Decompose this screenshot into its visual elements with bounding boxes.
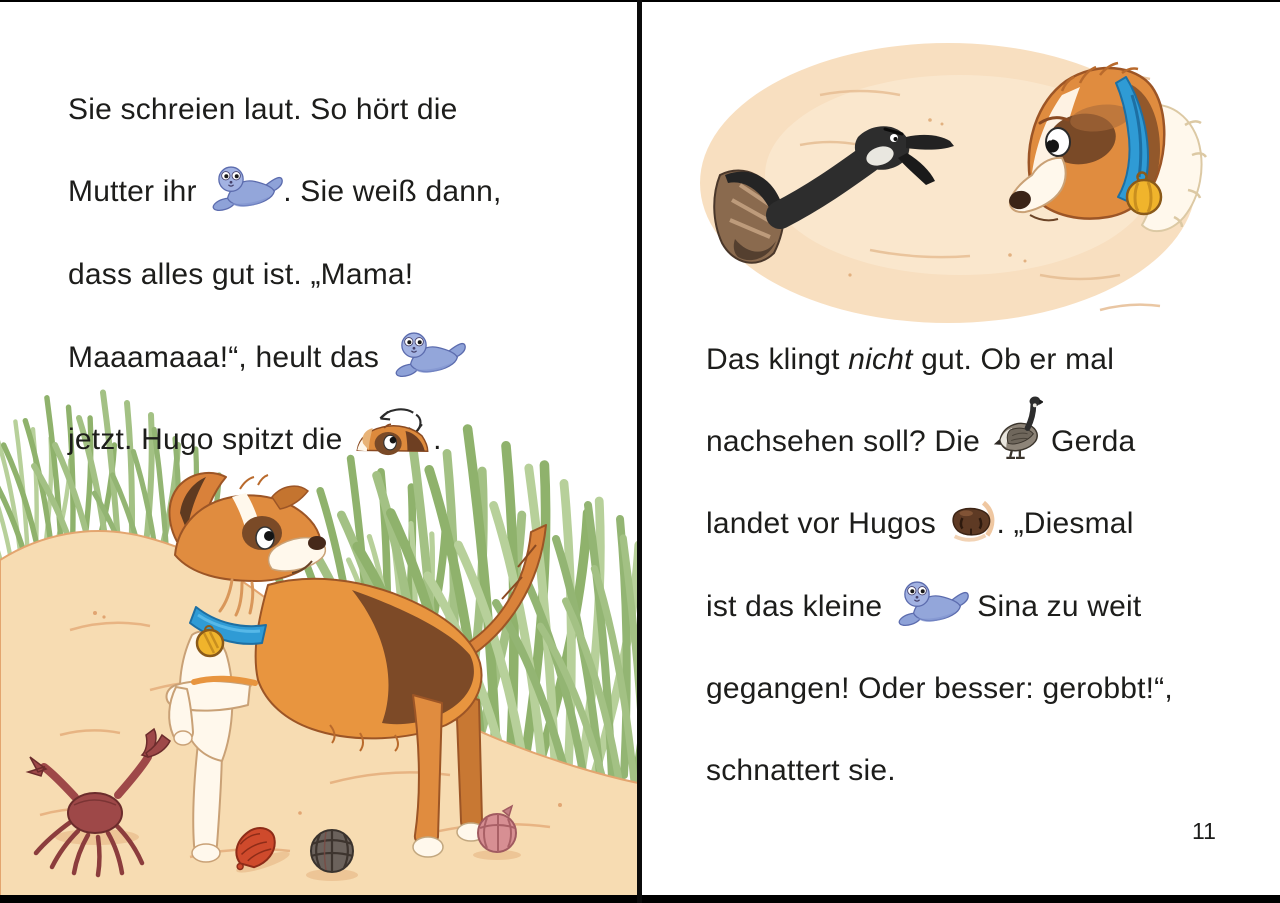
- left-text-line-4: [68, 336, 466, 380]
- text-segment: nachsehen soll? Die: [706, 425, 989, 458]
- text-segment: schnattert sie.: [706, 754, 896, 787]
- text-segment: dass alles gut ist. „Mama!: [68, 258, 414, 291]
- right-text-line-3: [706, 502, 1134, 546]
- text-segment: Das klingt: [706, 343, 849, 376]
- right-text-line-6: [706, 749, 896, 793]
- text-segment: gegangen! Oder besser: gerobbt!“,: [706, 672, 1173, 705]
- text-segment: Gerda: [1042, 425, 1136, 458]
- left-text-line-2: [68, 170, 502, 214]
- text-segment: ist das kleine: [706, 590, 891, 623]
- text-segment: jetzt. Hugo spitzt die: [68, 423, 352, 456]
- left-text-line-5: [68, 418, 442, 462]
- seal-pup-icon: [205, 160, 283, 214]
- goose-dog-illustration: [680, 25, 1250, 335]
- text-segment: . Sie weiß dann,: [283, 175, 502, 208]
- seal-pup-icon: [891, 575, 969, 629]
- text-segment: . „Diesmal: [996, 507, 1134, 540]
- right-text-line-2: [706, 420, 1135, 464]
- right-text-line-4: [706, 585, 1141, 629]
- text-segment: .: [433, 423, 442, 456]
- page-number: 11: [1192, 818, 1216, 844]
- seal-pup-icon: [388, 326, 466, 380]
- right-text-line-5: [706, 667, 1173, 711]
- page-divider: [637, 0, 642, 903]
- text-segment: Mutter ihr: [68, 175, 206, 208]
- beach-scene-illustration: [0, 385, 638, 903]
- text-segment: Sina zu weit: [968, 590, 1142, 623]
- text-segment: Maaamaaa!“, heult das: [68, 341, 388, 374]
- left-text-line-3: [68, 253, 413, 297]
- text-segment: Sie schreien laut. So hört die: [68, 93, 458, 126]
- text-segment: gut. Ob er mal: [912, 343, 1115, 376]
- goose-icon: [989, 393, 1043, 463]
- text-segment: landet vor Hugos: [706, 507, 945, 540]
- right-text-line-1: [706, 338, 1114, 382]
- dog-nose-icon: [945, 497, 997, 543]
- text-segment-italic: nicht: [848, 343, 913, 376]
- dog-ears-icon: [351, 403, 433, 459]
- left-text-line-1: [68, 88, 458, 132]
